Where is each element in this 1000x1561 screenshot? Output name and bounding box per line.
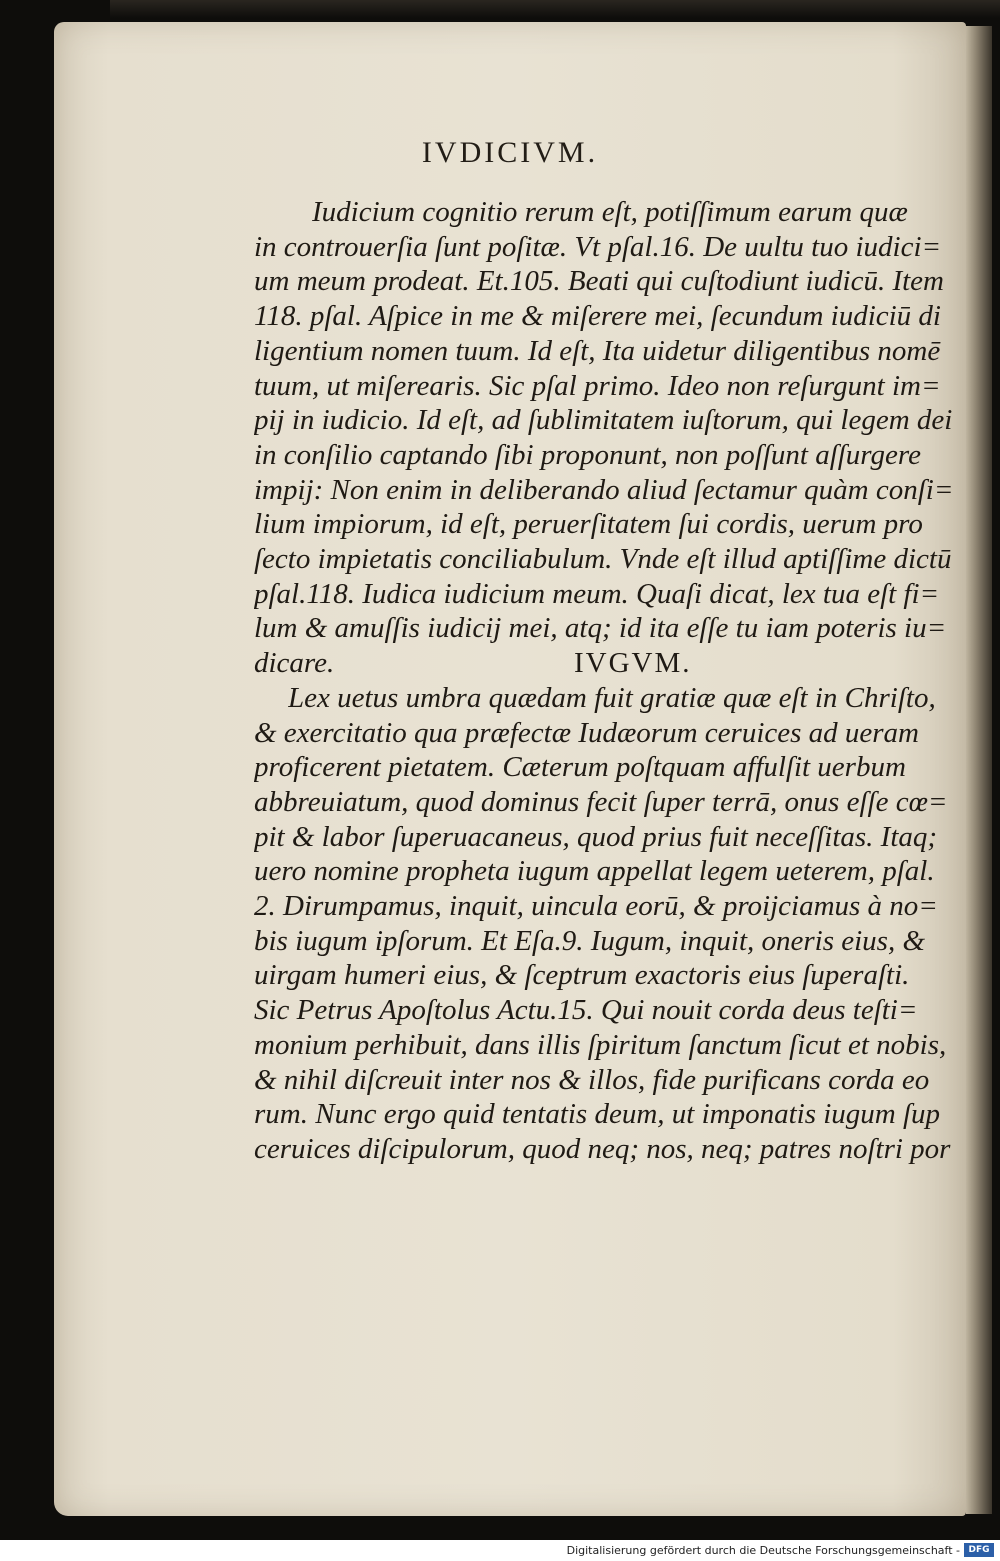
body-text xyxy=(254,195,970,1167)
text-line: ligentium nomen tuum. Id eſt, Ita uidetur diligentibus nomē xyxy=(254,334,941,367)
book-top-edge xyxy=(110,0,1000,18)
text-line: & nihil diſcreuit inter nos & illos, fide purificans corda eo xyxy=(254,1063,930,1096)
text-line: uero nomine propheta iugum appellat legem ueterem, pſal. xyxy=(254,855,935,888)
running-head: IVDICIVM. xyxy=(421,136,599,169)
text-line: proficerent pietatem. Cæterum poſtquam affulſit uerbum xyxy=(254,751,906,784)
text-line: Iudicium cognitio rerum eſt, potiſſimum earum quæ xyxy=(312,196,908,228)
text-line: pit & labor ſuperuacaneus, quod prius fuit neceſſitas. Itaq; xyxy=(254,820,938,853)
text-line: ſecto impietatis conciliabulum. Vnde eſt illud aptiſſime dictū xyxy=(254,543,952,576)
text-line: pij in iudicio. Id eſt, ad ſublimitatem iuſtorum, qui legem dei xyxy=(254,404,953,437)
text-line: monium perhibuit, dans illis ſpiritum ſanctum ſicut et nobis, xyxy=(254,1028,947,1061)
text-line-ending: dicare. xyxy=(254,647,335,680)
text-line: & exercitatio qua præfectæ Iudæorum ceruices ad ueram xyxy=(254,716,920,749)
text-line: impij: Non enim in deliberando aliud ſectamur quàm conſi= xyxy=(254,473,954,506)
text-line: bis iugum ipſorum. Et Eſa.9. Iugum, inquit, oneris eius, & xyxy=(254,924,926,957)
text-line: lium impiorum, id eſt, peruerſitatem ſui cordis, uerum pro xyxy=(254,508,923,541)
text-line: pſal.118. Iudica iudicium meum. Quaſi dicat, lex tua eſt fi= xyxy=(254,577,940,610)
text-line: rum. Nunc ergo quid tentatis deum, ut imponatis iugum ſup xyxy=(254,1098,941,1131)
text-line: um meum prodeat. Et.105. Beati qui cuſtodiunt iudicū. Item xyxy=(254,265,944,298)
text-line xyxy=(254,646,970,681)
text-line: uirgam humeri eius, & ſceptrum exactoris eius ſuperaſti. xyxy=(254,959,910,992)
text-line: lum & amuſſis iudicij mei, atq; id ita eſſe tu iam poteris iu= xyxy=(254,612,947,645)
text-line: tuum, ut miſerearis. Sic pſal primo. Ideo non reſurgunt im= xyxy=(254,369,941,402)
text-line: ceruices diſcipulorum, quod neq; nos, neq; patres noſtri por xyxy=(254,1132,951,1165)
text-line: in conſilio captando ſibi proponunt, non poſſunt aſſurgere xyxy=(254,438,921,471)
text-line: abbreuiatum, quod dominus fecit ſuper terrā, onus eſſe cœ= xyxy=(254,785,948,818)
section-head: IVGVM. xyxy=(574,647,692,680)
text-line: Lex uetus umbra quædam fuit gratiæ quæ eſt in Chriſto, xyxy=(288,681,936,714)
text-line: Sic Petrus Apoſtolus Actu.15. Qui nouit corda deus teſti= xyxy=(254,994,918,1027)
digitization-credit: Digitalisierung gefördert durch die Deutsche Forschungsgemeinschaft - xyxy=(566,1544,960,1557)
text-line: in controuerſia ſunt poſitæ. Vt pſal.16. De uultu tuo iudici= xyxy=(254,230,942,263)
text-line: 2. Dirumpamus, inquit, uincula eorū, & proijciamus à no= xyxy=(254,890,938,923)
text-line: 118. pſal. Aſpice in me & miſerere mei, ſecundum iudiciū di xyxy=(254,300,941,333)
dfg-logo: DFG xyxy=(964,1543,994,1557)
